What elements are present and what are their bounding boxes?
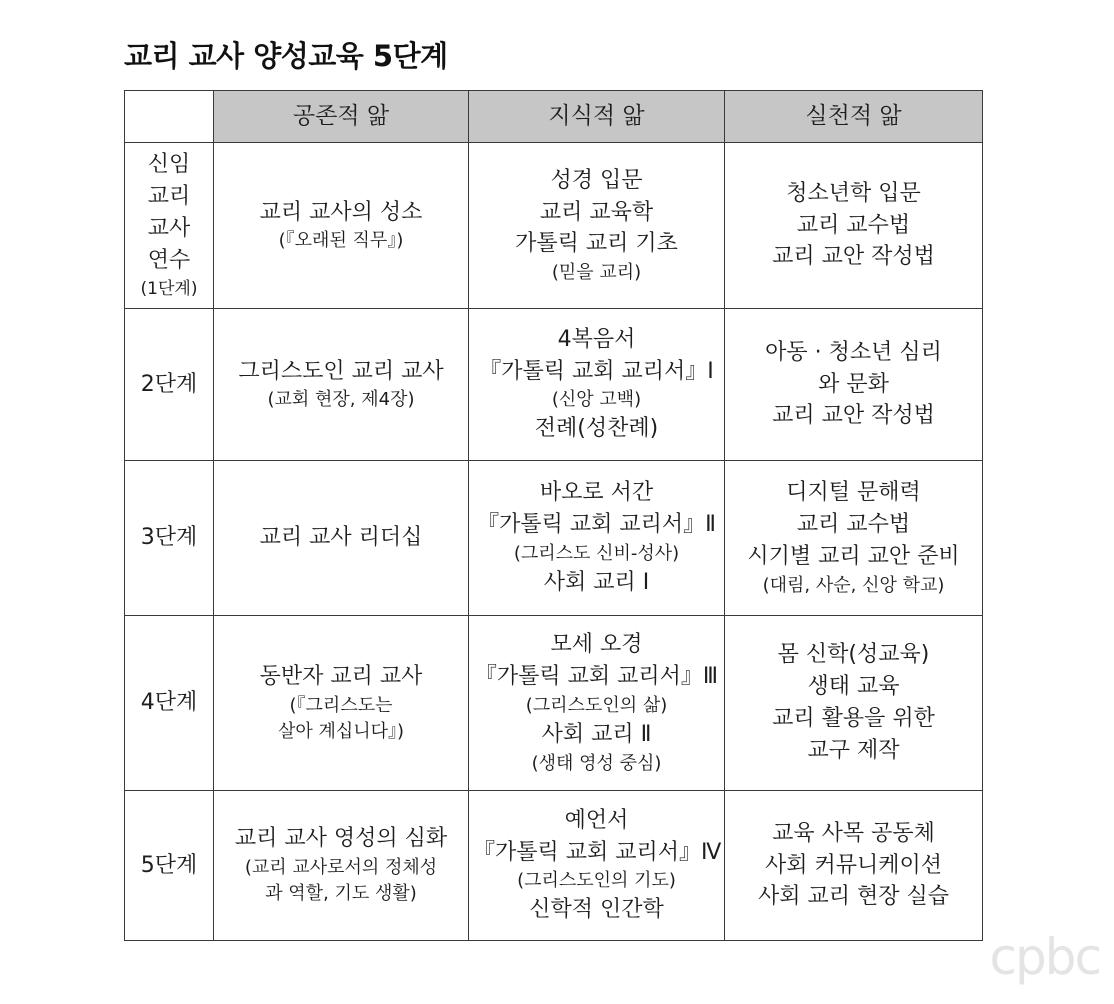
cell-text-line: 교구 제작	[807, 737, 900, 763]
stage-label-line: 2단계	[140, 371, 198, 397]
coexistent-cell	[214, 791, 469, 941]
cell-text-line: 교리 교수법	[796, 212, 911, 238]
header-practical-knowing: 실천적 앎	[725, 91, 983, 143]
cell-text-line: 가톨릭 교리 기초	[515, 231, 678, 257]
cell-text-line: 교리 교육학	[539, 199, 654, 225]
stage-label-line: 교리	[147, 184, 191, 210]
practical-cell	[725, 791, 983, 941]
practical-cell	[725, 309, 983, 461]
intellectual-cell	[469, 461, 725, 616]
cell-text-line: (그리스도인의 삶)	[525, 694, 668, 716]
intellectual-cell	[469, 791, 725, 941]
cell-text-line: 4복음서	[557, 326, 636, 352]
cell-text-line: 『가톨릭 교회 교리서』Ⅳ	[473, 839, 722, 865]
table-row	[125, 143, 983, 309]
intellectual-cell	[469, 616, 725, 791]
cell-text-line: 아동 · 청소년 심리	[765, 339, 942, 365]
stage-label-line: 교사	[147, 216, 191, 242]
coexistent-cell	[214, 143, 469, 309]
cell-text-line: 교리 교안 작성법	[772, 403, 935, 429]
stage-label-line: 신임	[147, 152, 191, 178]
cell-text-line: 『가톨릭 교회 교리서』Ⅱ	[477, 512, 716, 537]
cell-text-line: 동반자 교리 교사	[259, 663, 423, 689]
cell-text-line: 시기별 교리 교안 준비	[747, 543, 960, 569]
cell-text-line: (믿을 교리)	[551, 262, 642, 284]
stage-label-line: 연수	[147, 248, 191, 274]
cell-text-line: (그리스도 신비-성사)	[513, 542, 680, 564]
header-coexistent-knowing: 공존적 앎	[214, 91, 469, 143]
stage-label-line: 3단계	[140, 525, 198, 551]
cell-text-line: (『오래된 직무』)	[278, 230, 404, 252]
stage-cell	[125, 461, 214, 616]
stage-cell	[125, 616, 214, 791]
coexistent-cell	[214, 461, 469, 616]
cell-text-line: 교리 교사의 성소	[259, 199, 423, 225]
stage-cell	[125, 309, 214, 461]
cell-text-line: 과 역할, 기도 생활)	[265, 883, 417, 905]
cpbc-watermark: cpbc	[989, 928, 1100, 986]
cell-text-line: 몸 신학(성교육)	[777, 642, 930, 668]
cell-text-line: 디지털 문해력	[786, 480, 921, 506]
cell-text-line: 사회 교리 현장 실습	[758, 884, 949, 910]
header-row	[125, 91, 983, 143]
table-row	[125, 309, 983, 461]
cell-text-line: (생태 영성 중심)	[531, 752, 662, 774]
cell-text-line: 교리 교안 작성법	[772, 244, 935, 270]
cell-text-line: 교리 교수법	[796, 512, 911, 537]
cell-text-line: 사회 커뮤니케이션	[764, 852, 942, 878]
cell-text-line: 예언서	[564, 807, 629, 833]
page-title: 교리 교사 양성교육 5단계	[124, 39, 448, 73]
cell-text-line: 전례(성찬례)	[534, 416, 659, 442]
cell-text-line: 와 문화	[818, 371, 889, 397]
cell-text-line: 교육 사목 공동체	[772, 820, 935, 846]
table-row	[125, 461, 983, 616]
stage-note: (1단계)	[140, 278, 198, 299]
cell-text-line: (대림, 사순, 신앙 학교)	[762, 574, 945, 596]
intellectual-cell	[469, 143, 725, 309]
practical-cell	[725, 616, 983, 791]
cell-text-line: 모세 오경	[550, 632, 643, 658]
cell-text-line: 바오로 서간	[539, 480, 654, 506]
practical-cell	[725, 461, 983, 616]
cell-text-line: 교리 교사 영성의 심화	[234, 826, 448, 852]
stage-cell	[125, 791, 214, 941]
coexistent-cell	[214, 616, 469, 791]
cell-text-line: 사회 교리 Ⅰ	[543, 569, 650, 595]
cell-text-line: 그리스도인 교리 교사	[238, 358, 444, 384]
cell-text-line: 사회 교리 Ⅱ	[541, 721, 652, 747]
cell-text-line: 교리 활용을 위한	[772, 706, 935, 731]
table-row	[125, 616, 983, 791]
table-row	[125, 791, 983, 941]
cell-text-line: 생태 교육	[807, 674, 900, 700]
cell-text-line: (그리스도인의 기도)	[517, 870, 676, 892]
cell-text-line: 『가톨릭 교회 교리서』Ⅲ	[474, 663, 719, 689]
curriculum-table	[124, 90, 983, 941]
header-corner-cell	[125, 91, 214, 143]
cell-text-line: 『가톨릭 교회 교리서』Ⅰ	[479, 358, 714, 384]
cell-text-line: 청소년학 입문	[786, 180, 921, 206]
stage-label-line: 4단계	[140, 690, 198, 716]
practical-cell	[725, 143, 983, 309]
stage-label-line: 5단계	[140, 852, 198, 878]
cell-text-line: (교리 교사로서의 정체성	[244, 857, 438, 879]
cell-text-line: 신학적 인간학	[529, 897, 664, 923]
intellectual-cell	[469, 309, 725, 461]
cell-text-line: 살아 계십니다』)	[277, 720, 405, 742]
coexistent-cell	[214, 309, 469, 461]
cell-text-line: (교회 현장, 제4장)	[267, 389, 415, 411]
cell-text-line: (『그리스도는	[289, 694, 393, 716]
cell-text-line: 교리 교사 리더십	[259, 525, 423, 551]
stage-cell	[125, 143, 214, 309]
cell-text-line: (신앙 고백)	[551, 389, 642, 411]
header-intellectual-knowing: 지식적 앎	[469, 91, 725, 143]
cell-text-line: 성경 입문	[550, 167, 643, 193]
